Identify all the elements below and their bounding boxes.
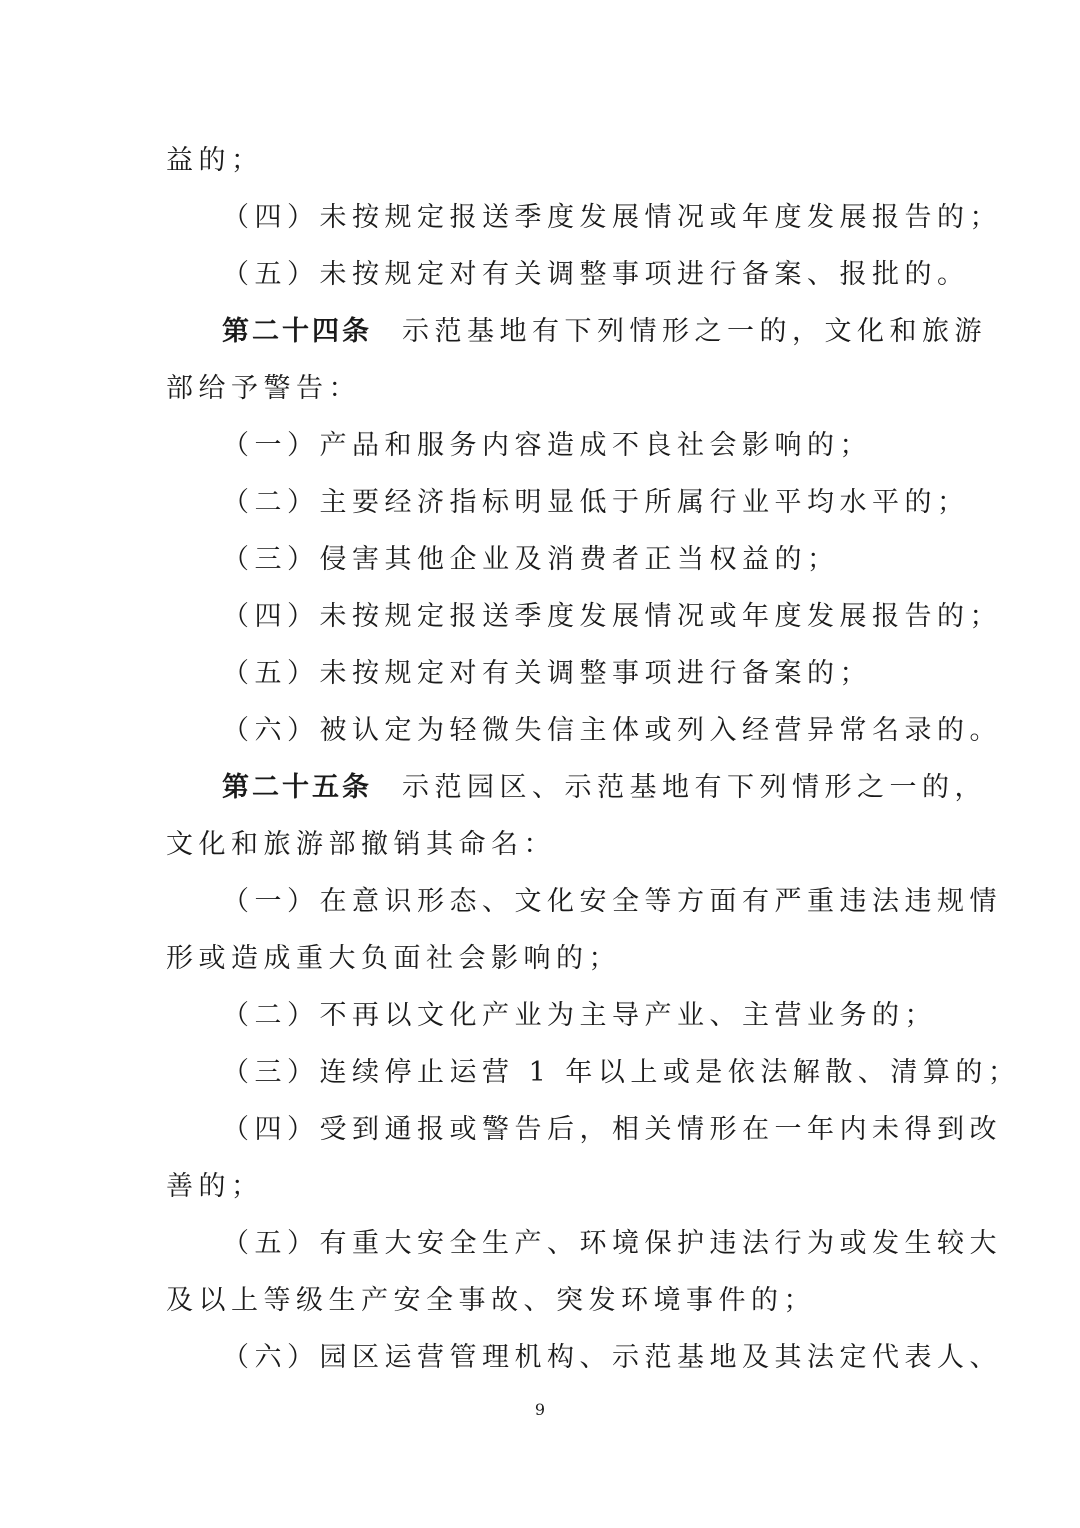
article-text: 示范园区、示范基地有下列情形之一的， bbox=[402, 772, 987, 803]
text-line: （一）产品和服务内容造成不良社会影响的； bbox=[222, 430, 872, 461]
text-line: （五）未按规定对有关调整事项进行备案的； bbox=[222, 658, 872, 689]
article-24-line bbox=[222, 314, 987, 350]
text-line: （六）园区运营管理机构、示范基地及其法定代表人、 bbox=[222, 1342, 1002, 1373]
text-line: （三）侵害其他企业及消费者正当权益的； bbox=[222, 544, 840, 575]
text-line: （四）未按规定报送季度发展情况或年度发展报告的； bbox=[222, 601, 1002, 632]
text-line: （五）有重大安全生产、环境保护违法行为或发生较大 bbox=[222, 1228, 1002, 1259]
text-line: （二）不再以文化产业为主导产业、主营业务的； bbox=[222, 1000, 937, 1031]
article-heading: 第二十五条 bbox=[222, 772, 372, 803]
article-text: 示范基地有下列情形之一的，文化和旅游 bbox=[402, 316, 987, 347]
text-line: 部给予警告： bbox=[166, 373, 361, 404]
text-line: 善的； bbox=[166, 1171, 264, 1202]
page-number: 9 bbox=[534, 1400, 546, 1419]
text-line: 益的； bbox=[166, 145, 264, 176]
text-line: （五）未按规定对有关调整事项进行备案、报批的。 bbox=[222, 259, 970, 290]
text-line: 文化和旅游部撤销其命名： bbox=[166, 829, 556, 860]
text-line: （一）在意识形态、文化安全等方面有严重违法违规情 bbox=[222, 886, 1002, 917]
text-line: （四）受到通报或警告后，相关情形在一年内未得到改 bbox=[222, 1114, 1002, 1145]
text-line: （六）被认定为轻微失信主体或列入经营异常名录的。 bbox=[222, 715, 1002, 746]
article-heading: 第二十四条 bbox=[222, 316, 372, 347]
text-line: （四）未按规定报送季度发展情况或年度发展报告的； bbox=[222, 202, 1002, 233]
text-line: 形或造成重大负面社会影响的； bbox=[166, 943, 621, 974]
text-line: 及以上等级生产安全事故、突发环境事件的； bbox=[166, 1285, 816, 1316]
text-line: （二）主要经济指标明显低于所属行业平均水平的； bbox=[222, 487, 970, 518]
text-line: （三）连续停止运营 1 年以上或是依法解散、清算的； bbox=[222, 1057, 1021, 1088]
article-25-line bbox=[222, 770, 987, 806]
